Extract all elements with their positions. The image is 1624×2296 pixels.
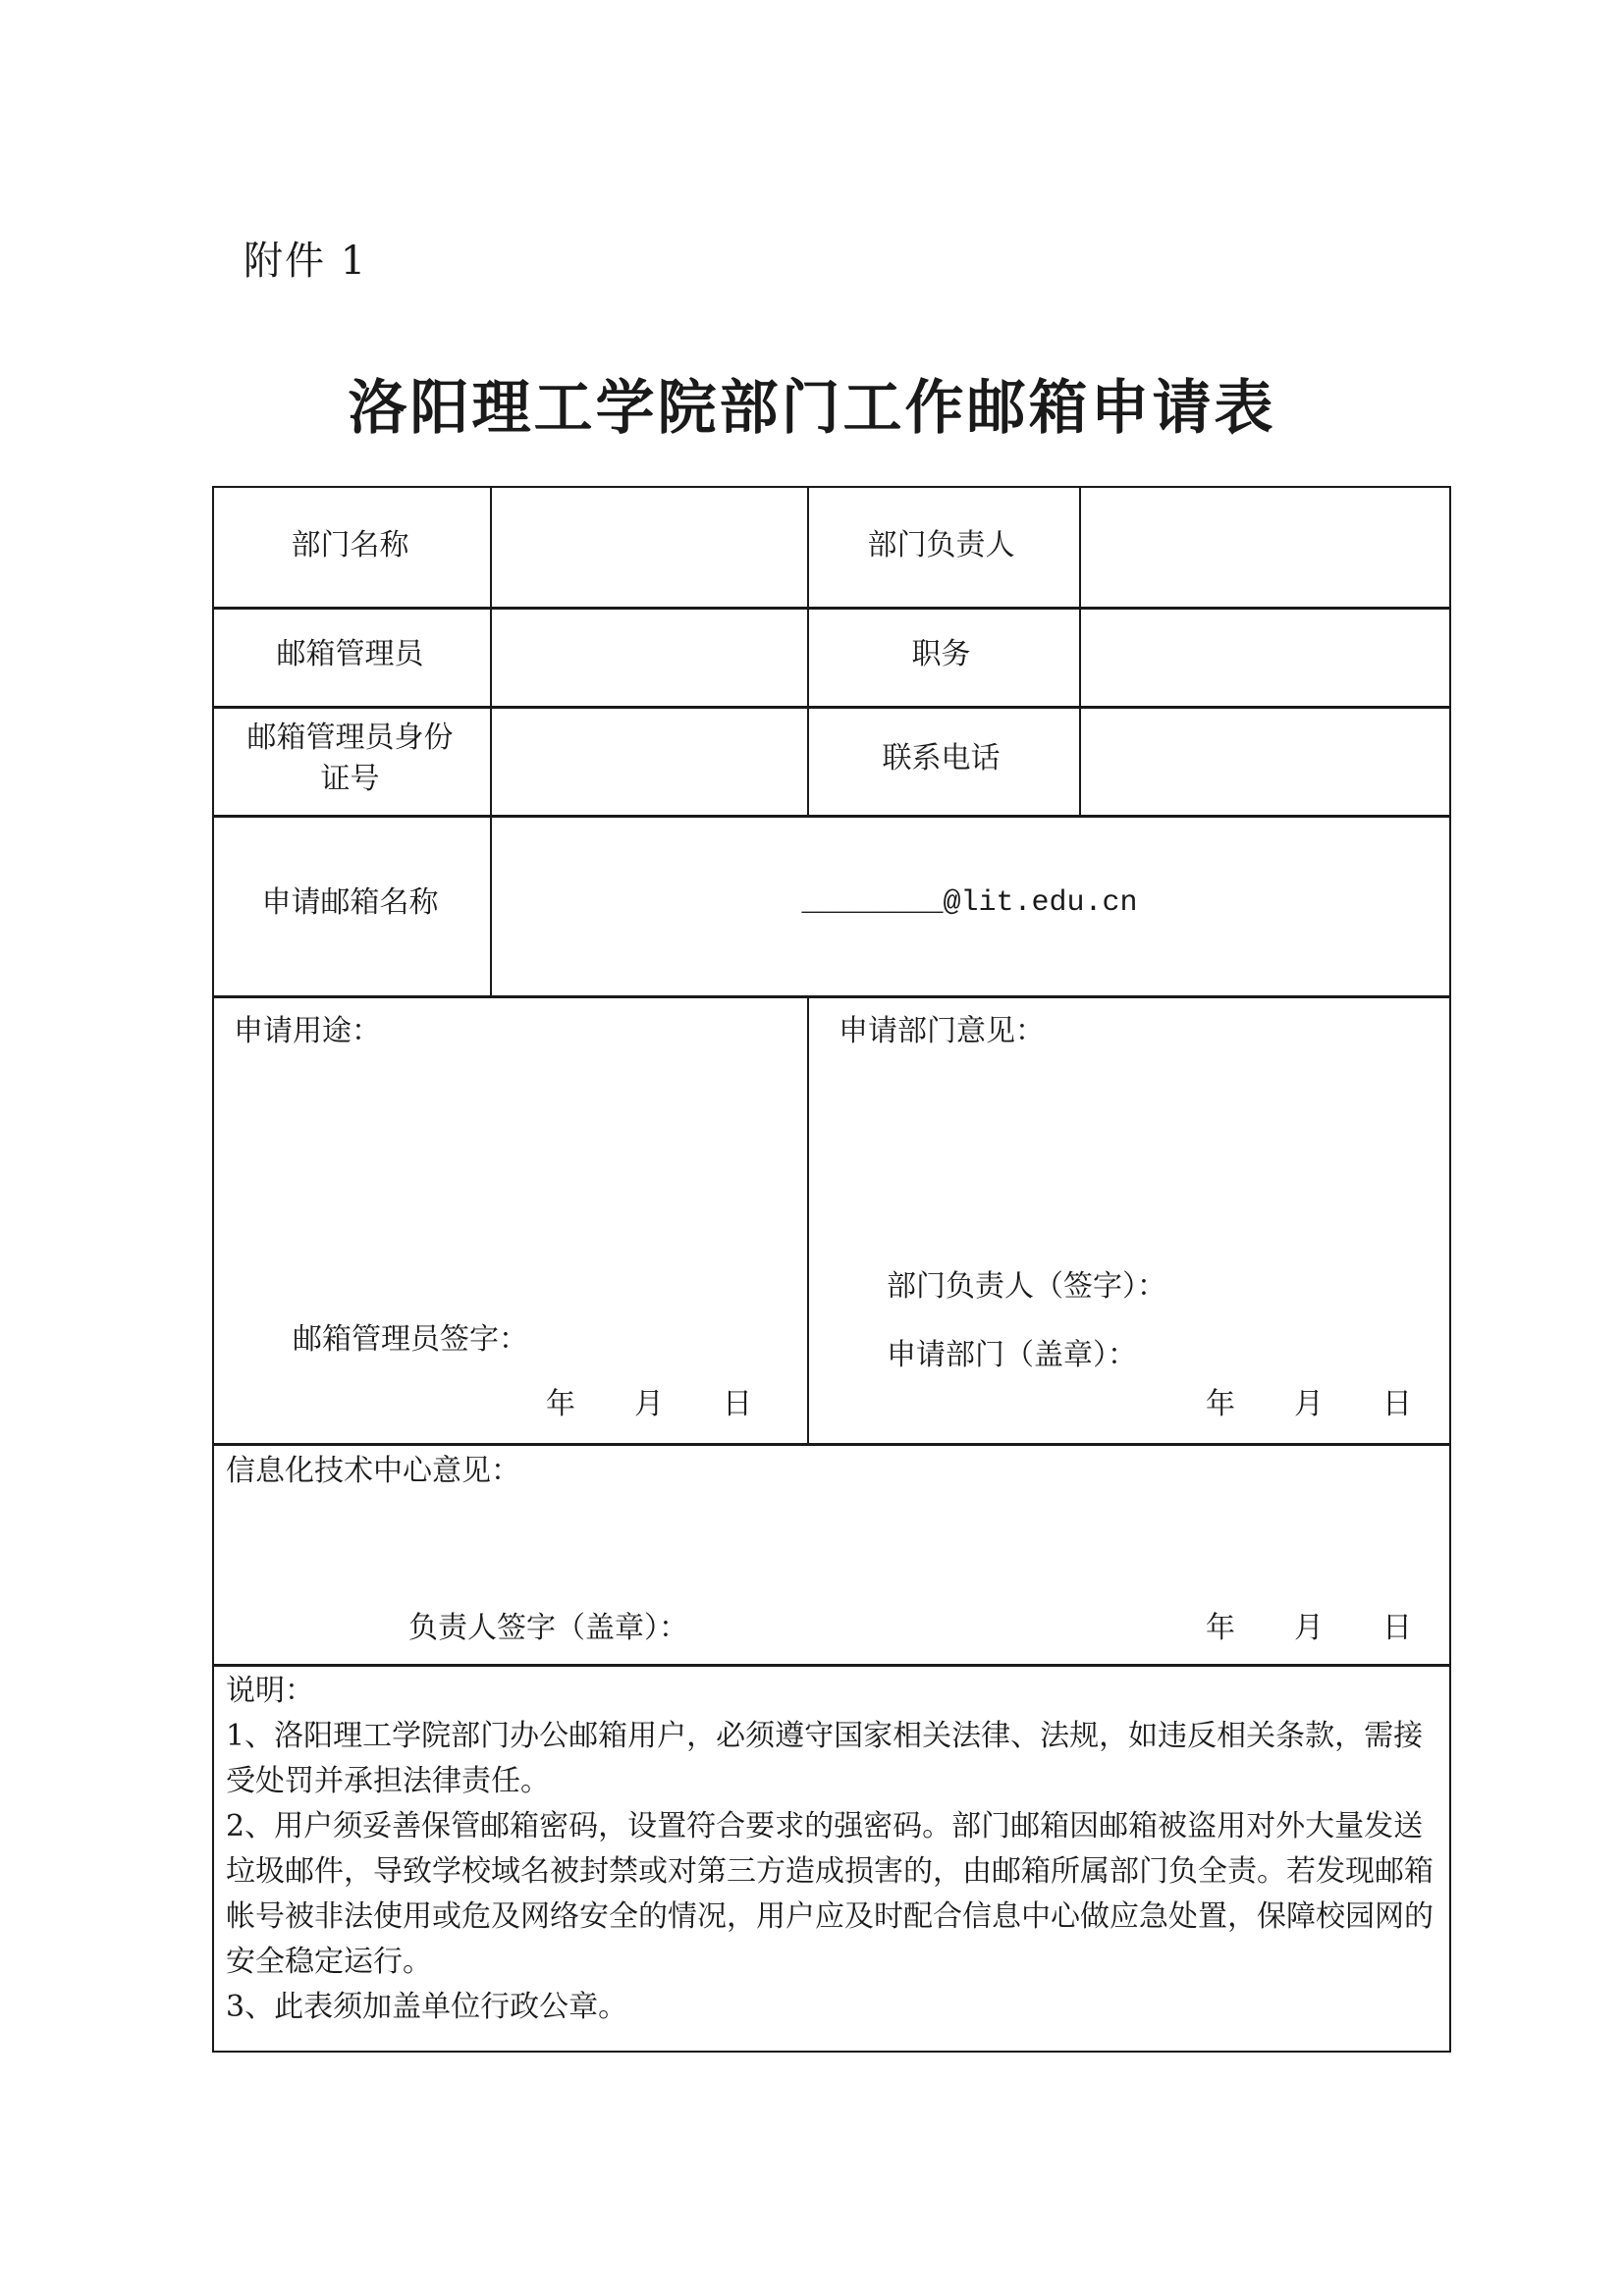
purpose-date-line: 年 月 日 xyxy=(546,1387,752,1421)
dept-head-input-cell xyxy=(1077,486,1451,605)
dept-opinion-date-line: 年 月 日 xyxy=(1206,1387,1412,1421)
phone-input-cell xyxy=(1077,704,1451,813)
notes-heading: 说明： xyxy=(226,1674,314,1708)
column-divider-2-middle xyxy=(807,995,809,1443)
mailbox-admin-label: 邮箱管理员 xyxy=(276,636,424,671)
notes-line: 帐号被非法使用或危及网络安全的情况，用户应及时配合信息中心做应急处置，保障校园网的 xyxy=(226,1899,1434,1934)
notes-line: 安全稳定运行。 xyxy=(226,1945,432,1979)
row-divider-4 xyxy=(214,995,1449,998)
attachment-label: 附件 1 xyxy=(244,239,368,284)
notes-section xyxy=(226,1669,1443,2030)
it-center-date-line: 年 月 日 xyxy=(1206,1611,1412,1645)
dept-name-label: 部门名称 xyxy=(291,527,409,562)
mailbox-name-label: 申请邮箱名称 xyxy=(261,885,439,920)
notes-line: 3、此表须加盖单位行政公章。 xyxy=(226,1990,628,2024)
notes-line: 1、洛阳理工学院部门办公邮箱用户，必须遵守国家相关法律、法规，如违反相关条款，需接 xyxy=(226,1719,1424,1753)
phone-label: 联系电话 xyxy=(882,740,1001,775)
notes-line: 2、用户须妥善保管邮箱密码，设置符合要求的强密码。部门邮箱因邮箱被盗用对外大量发送 xyxy=(226,1809,1424,1843)
purpose-label: 申请用途： xyxy=(234,1014,381,1048)
position-input-cell xyxy=(1077,605,1451,704)
it-center-signature-label: 负责人签字（盖章）： xyxy=(408,1611,688,1645)
dept-head-label: 部门负责人 xyxy=(867,527,1015,562)
admin-id-label: 邮箱管理员身份证号 xyxy=(246,720,454,796)
mailbox-address-value: ________@lit.edu.cn xyxy=(801,886,1138,920)
row-divider-5 xyxy=(214,1443,1449,1446)
form-title: 洛阳理工学院部门工作邮箱申请表 xyxy=(348,374,1276,443)
notes-line: 垃圾邮件，导致学校域名被封禁或对第三方造成损害的，由邮箱所属部门负全责。若发现邮箱 xyxy=(226,1854,1434,1889)
notes-line: 受处罚并承担法律责任。 xyxy=(226,1764,550,1798)
dept-opinion-label: 申请部门意见： xyxy=(839,1014,1045,1048)
admin-signature-label: 邮箱管理员签字： xyxy=(293,1322,528,1357)
dept-name-input-cell xyxy=(488,486,805,605)
row-divider-6 xyxy=(214,1664,1449,1667)
position-label: 职务 xyxy=(911,636,971,671)
dept-head-signature-label: 部门负责人（签字）： xyxy=(887,1269,1166,1304)
admin-id-input-cell xyxy=(488,704,805,813)
admin-id-label-cell xyxy=(212,704,488,813)
it-center-opinion-label: 信息化技术中心意见： xyxy=(226,1454,520,1488)
mailbox-admin-input-cell xyxy=(488,605,805,704)
dept-seal-label: 申请部门（盖章）： xyxy=(887,1338,1137,1372)
